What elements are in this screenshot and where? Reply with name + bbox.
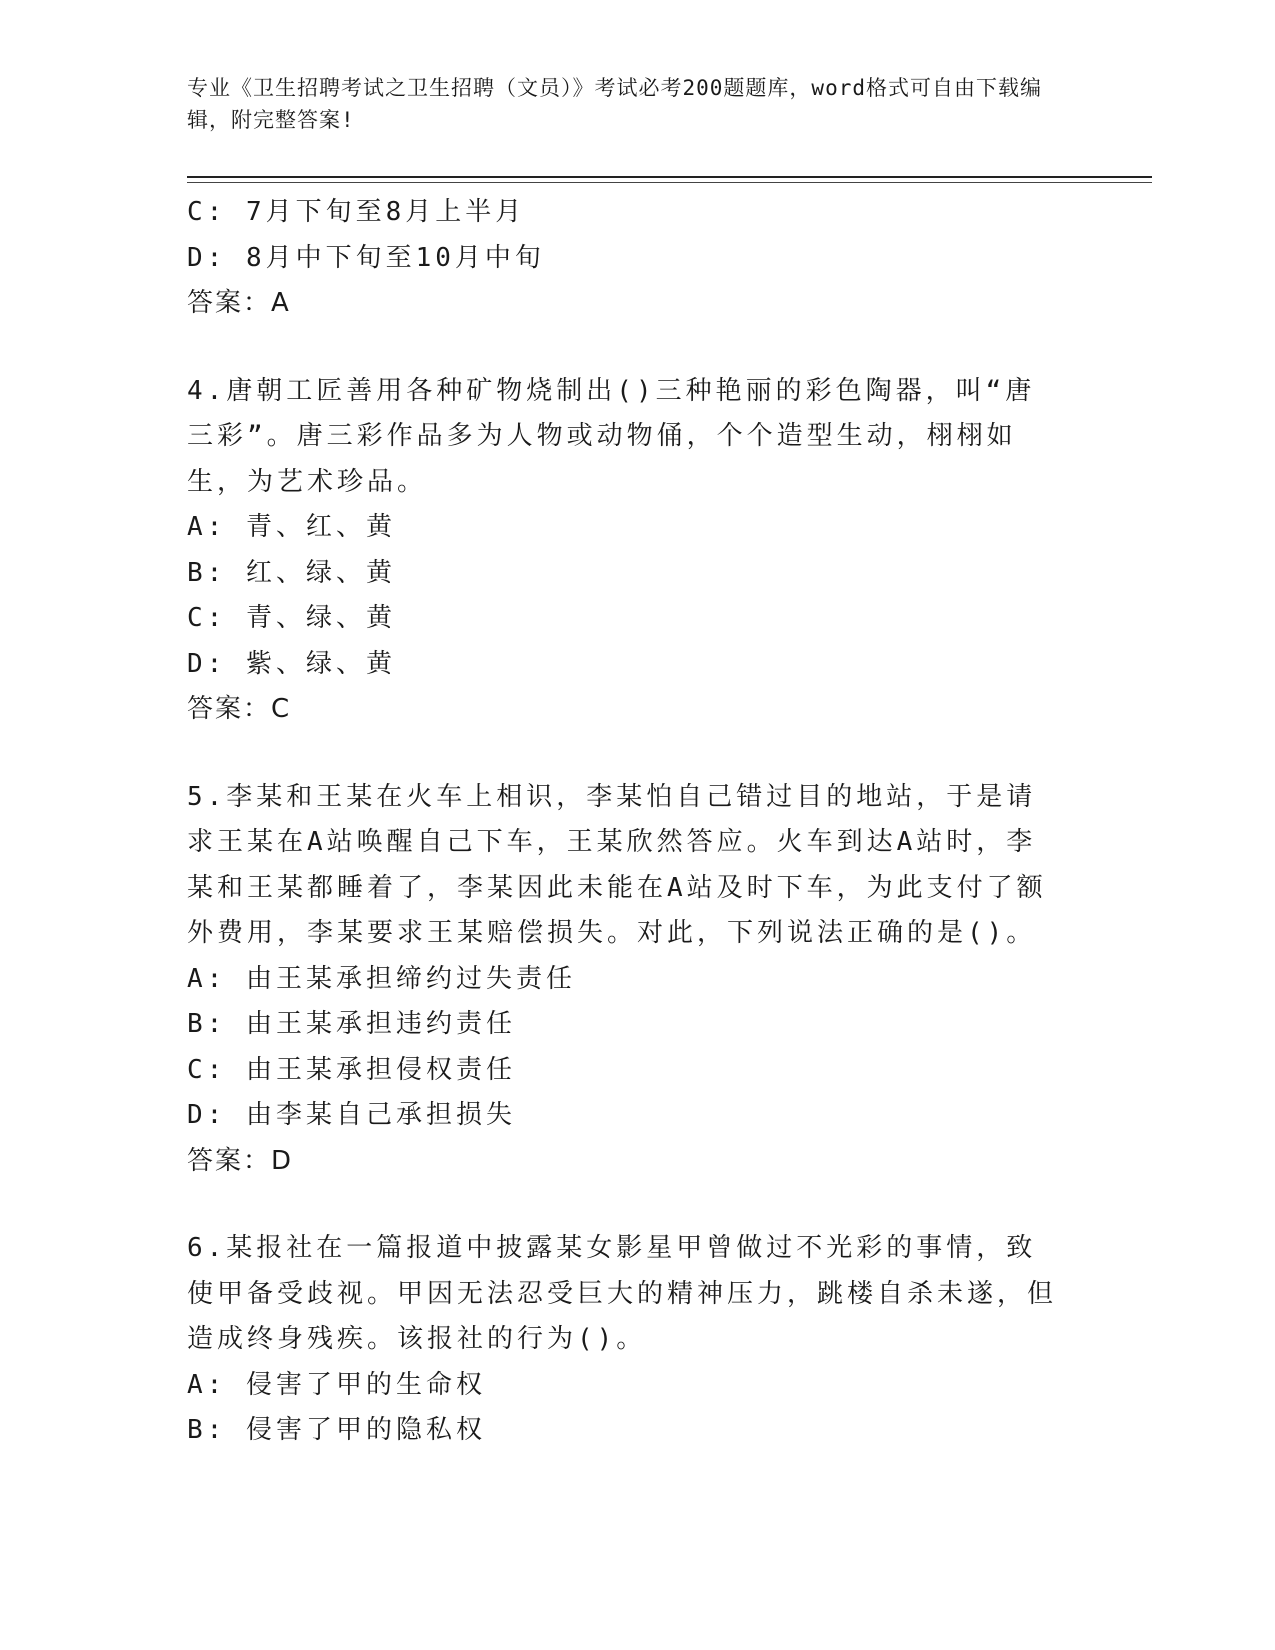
option-c: C: 7月下旬至8月上半月 [187, 197, 526, 227]
answer-line: 答案：A [187, 288, 291, 318]
question-gap [187, 327, 1067, 369]
question-3-tail [187, 190, 1067, 327]
option-a: A: 侵害了甲的生命权 [187, 1369, 486, 1400]
question-4 [187, 369, 1067, 733]
question-gap [187, 1184, 1067, 1226]
option-c: C: 由王某承担侵权责任 [187, 1054, 516, 1085]
document-body [187, 190, 1067, 1454]
answer-line: 答案：D [187, 1145, 294, 1176]
question-stem: 5.李某和王某在火车上相识，李某怕自己错过目的地站，于是请求王某在A站唤醒自己下车，王某欣然答应。火车到达A站时，李某和王某都睡着了，李某因此未能在A站及时下车，为此支付了额外费用，李某要求王某赔偿损失。对此，下列说法正确的是()。 [187, 781, 1047, 948]
document-header: 专业《卫生招聘考试之卫生招聘（文员）》考试必考200题题库，word格式可自由下载编辑，附完整答案! [187, 76, 1042, 132]
option-d: D: 紫、绿、黄 [187, 648, 396, 679]
header-rule-thin [187, 182, 1152, 183]
option-b: B: 由王某承担违约责任 [187, 1009, 516, 1039]
question-stem: 6.某报社在一篇报道中披露某女影星甲曾做过不光彩的事情，致使甲备受歧视。甲因无法忍受巨大的精神压力，跳楼自杀未遂，但造成终身残疾。该报社的行为()。 [187, 1233, 1058, 1354]
header-rule-thick [187, 176, 1152, 178]
question-6 [187, 1226, 1067, 1454]
question-5 [187, 775, 1067, 1185]
question-gap [187, 733, 1067, 775]
option-d: D: 由李某自己承担损失 [187, 1100, 516, 1130]
question-stem: 4.唐朝工匠善用各种矿物烧制出()三种艳丽的彩色陶器，叫“唐三彩”。唐三彩作品多为人物或动物俑，个个造型生动，栩栩如生，为艺术珍品。 [187, 375, 1036, 497]
option-b: B: 侵害了甲的隐私权 [187, 1415, 486, 1445]
option-c: C: 青、绿、黄 [187, 603, 396, 633]
option-b: B: 红、绿、黄 [187, 557, 396, 588]
option-a: A: 青、红、黄 [187, 512, 396, 542]
option-d: D: 8月中下旬至10月中旬 [187, 242, 545, 273]
answer-line: 答案：C [187, 694, 292, 724]
option-a: A: 由王某承担缔约过失责任 [187, 963, 576, 994]
